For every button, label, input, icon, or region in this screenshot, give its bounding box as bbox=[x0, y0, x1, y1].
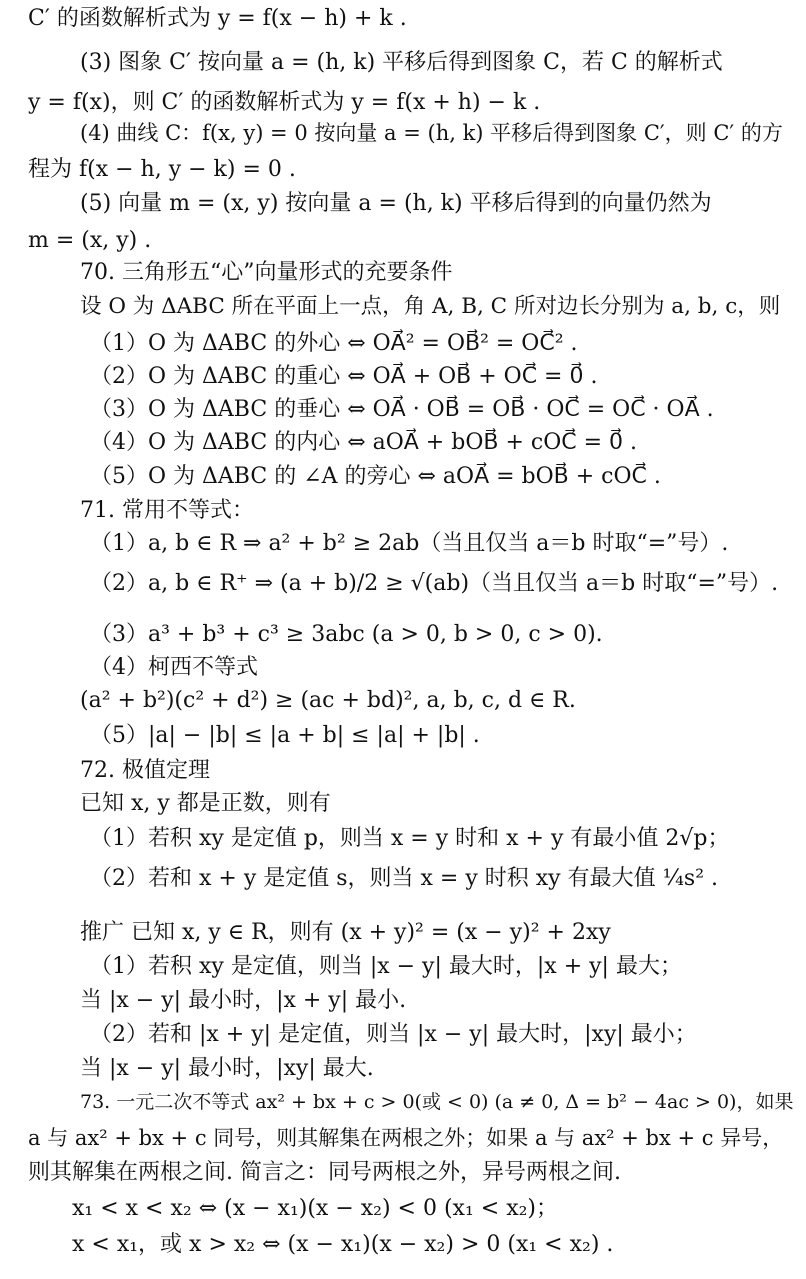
line-18: （3）a³ + b³ + c³ ≥ 3abc (a > 0, b > 0, c > 0). bbox=[90, 622, 603, 647]
line-24: （1）若积 xy 是定值 p，则当 x = y 时和 x + y 有最小值 2√p； bbox=[90, 826, 730, 851]
line-34: x₁ < x < x₂ ⇔ (x − x₁)(x − x₂) < 0 (x₁ < x₂)； bbox=[72, 1196, 559, 1221]
line-26: 推广 已知 x, y ∈ R，则有 (x + y)² = (x − y)² + 2xy bbox=[80, 920, 611, 945]
line-27: （1）若积 xy 是定值，则当 |x − y| 最大时，|x + y| 最大； bbox=[90, 954, 682, 979]
line-22: 72. 极值定理 bbox=[80, 758, 210, 783]
line-16: （1）a, b ∈ R ⇒ a² + b² ≥ 2ab（当且仅当 a＝b 时取“=”号）. bbox=[90, 531, 729, 556]
line-17: （2）a, b ∈ R⁺ ⇒ (a + b)/2 ≥ √(ab)（当且仅当 a＝b 时取“=”号）. bbox=[90, 571, 779, 596]
line-8: 70. 三角形五“心”向量形式的充要条件 bbox=[80, 260, 453, 285]
line-3: y = f(x)，则 C′ 的函数解析式为 y = f(x + h) − k . bbox=[28, 90, 541, 115]
line-20: (a² + b²)(c² + d²) ≥ (ac + bd)², a, b, c, d ∈ R. bbox=[80, 688, 576, 713]
line-2: (3) 图象 C′ 按向量 a = (h, k) 平移后得到图象 C，若 C 的解析式 bbox=[80, 50, 723, 75]
line-23: 已知 x, y 都是正数，则有 bbox=[80, 791, 331, 816]
line-29: （2）若和 |x + y| 是定值，则当 |x − y| 最大时，|xy| 最小； bbox=[90, 1022, 697, 1047]
line-25: （2）若和 x + y 是定值 s，则当 x = y 时积 xy 有最大值 ¼s² . bbox=[90, 866, 719, 891]
line-1: C′ 的函数解析式为 y = f(x − h) + k . bbox=[28, 6, 407, 31]
line-14: （5）O 为 ΔABC 的 ∠A 的旁心 ⇔ aOA⃗ = bOB⃗ + cOC⃗ . bbox=[90, 464, 661, 489]
line-31: 73. 一元二次不等式 ax² + bx + c > 0(或 < 0) (a ≠ 0, Δ = b² − 4ac > 0)，如果 bbox=[80, 1091, 794, 1113]
line-9: 设 O 为 ΔABC 所在平面上一点，角 A, B, C 所对边长分别为 a, b, c，则 bbox=[80, 294, 781, 319]
line-11: （2）O 为 ΔABC 的重心 ⇔ OA⃗ + OB⃗ + OC⃗ = 0⃗ . bbox=[90, 364, 598, 389]
line-32: a 与 ax² + bx + c 同号，则其解集在两根之外；如果 a 与 ax² + bx + c 异号， bbox=[28, 1126, 784, 1150]
line-10: （1）O 为 ΔABC 的外心 ⇔ OA⃗² = OB⃗² = OC⃗² . bbox=[90, 331, 578, 356]
line-13: （4）O 为 ΔABC 的内心 ⇔ aOA⃗ + bOB⃗ + cOC⃗ = 0⃗ . bbox=[90, 430, 637, 455]
line-15: 71. 常用不等式： bbox=[80, 498, 254, 523]
line-5: 程为 f(x − h, y − k) = 0 . bbox=[28, 157, 296, 182]
line-4: (4) 曲线 C：f(x, y) = 0 按向量 a = (h, k) 平移后得到图象 C′，则 C′ 的方 bbox=[80, 121, 783, 145]
line-33: 则其解集在两根之间. 简言之：同号两根之外，异号两根之间. bbox=[28, 1160, 621, 1185]
line-6: (5) 向量 m = (x, y) 按向量 a = (h, k) 平移后得到的向量仍然为 bbox=[80, 191, 712, 216]
line-35: x < x₁，或 x > x₂ ⇔ (x − x₁)(x − x₂) > 0 (x₁ < x₂) . bbox=[72, 1232, 614, 1257]
line-30: 当 |x − y| 最小时，|xy| 最大. bbox=[80, 1056, 374, 1081]
line-12: （3）O 为 ΔABC 的垂心 ⇔ OA⃗ · OB⃗ = OB⃗ · OC⃗ = OC⃗ · OA⃗ . bbox=[90, 397, 714, 422]
line-19: （4）柯西不等式 bbox=[90, 655, 258, 680]
line-21: （5）|a| − |b| ≤ |a + b| ≤ |a| + |b| . bbox=[90, 723, 480, 748]
line-7: m = (x, y) . bbox=[28, 228, 152, 253]
line-28: 当 |x − y| 最小时，|x + y| 最小. bbox=[80, 988, 407, 1013]
